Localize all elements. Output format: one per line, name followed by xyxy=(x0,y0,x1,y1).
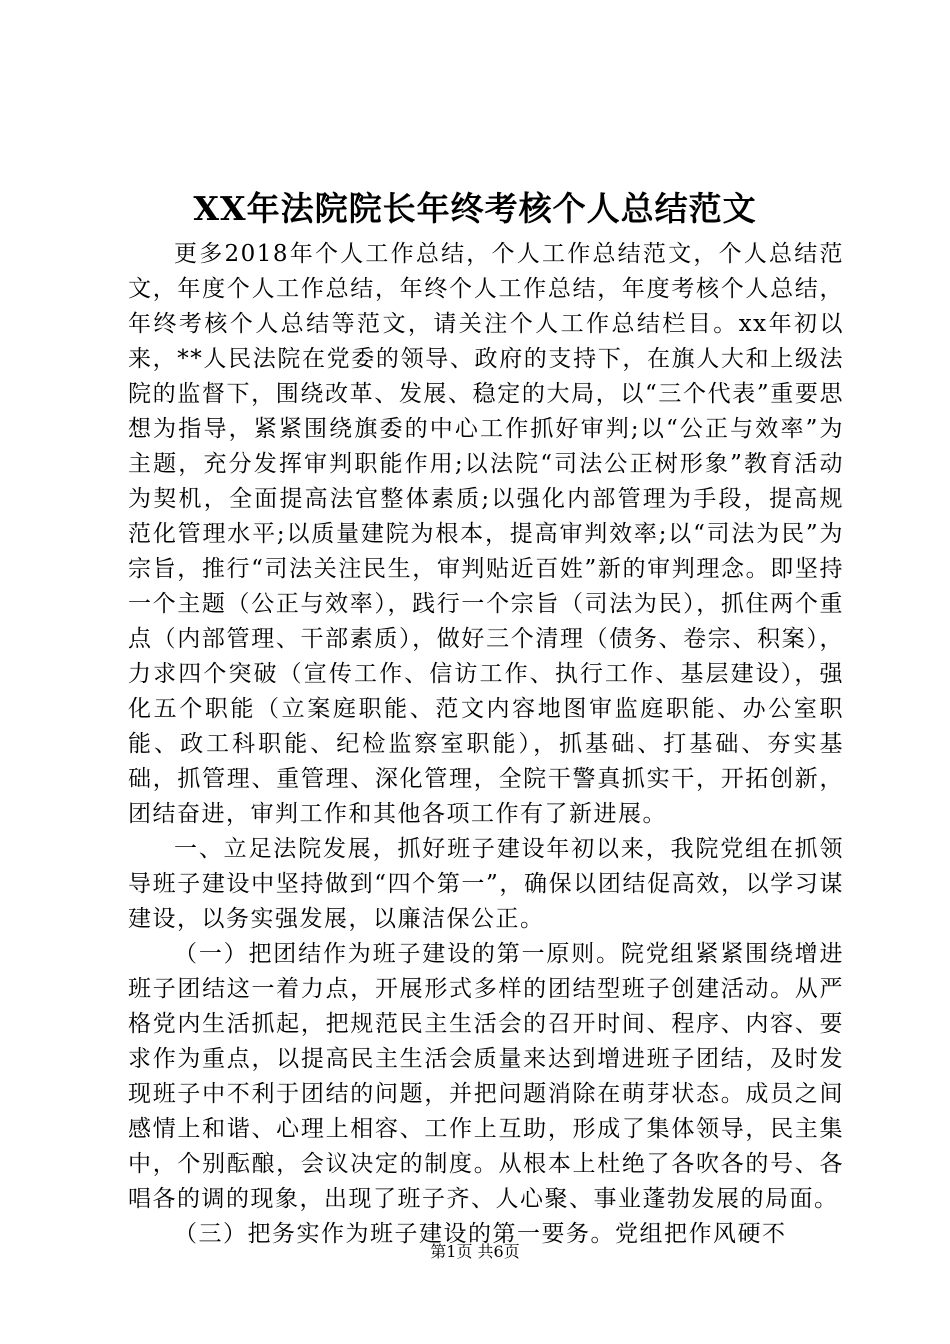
document-title: XX年法院院长年终考核个人总结范文 xyxy=(193,189,757,228)
paragraph-unity: （一）把团结作为班子建设的第一原则。院党组紧紧围绕增进班子团结这一着力点，开展形式多样的团结型班子创建活动。从严格党内生活抓起，把规范民主生活会的召开时间、程序、内容、要求作为重点，以提高民主生活会质量来达到增进班子团结，及时发现班子中不利于团结的问题，并把问题消除在萌芽状态。成员之间感情上和谐、心理上相容、工作上互助，形成了集体领导，民主集中，个别酝酿，会议决定的制度。从根本上杜绝了各吹各的号、各唱各的调的现象，出现了班子齐、人心聚、事业蓬勃发展的局面。 xyxy=(128,941,844,1212)
paragraph-intro: 更多2018年个人工作总结，个人工作总结范文，个人总结范文，年度个人工作总结，年终个人工作总结，年度考核个人总结，年终考核个人总结等范文，请关注个人工作总结栏目。xx年初以来，**人民法院在党委的领导、政府的支持下，在旗人大和上级法院的监督下，围绕改革、发展、稳定的大局，以“三个代表”重要思想为指导，紧紧围绕旗委的中心工作抓好审判;以“公正与效率”为主题，充分发挥审判职能作用;以法院“司法公正树形象”教育活动为契机，全面提高法官整体素质;以强化内部管理为手段，提高规范化管理水平;以质量建院为根本，提高审判效率;以“司法为民”为宗旨，推行“司法关注民生，审判贴近百姓”新的审判理念。即坚持一个主题（公正与效率），践行一个宗旨（司法为民），抓住两个重点（内部管理、干部素质），做好三个清理（债务、卷宗、积案），力求四个突破（宣传工作、信访工作、执行工作、基层建设），强化五个职能（立案庭职能、范文内容地图审监庭职能、办公室职能、政工科职能、纪检监察室职能），抓基础、打基础、夯实基础，抓管理、重管理、深化管理，全院干警真抓实干，开拓创新，团结奋进，审判工作和其他各项工作有了新进展。 xyxy=(128,241,845,827)
paragraph-section-one: 一、立足法院发展，抓好班子建设年初以来，我院党组在抓领导班子建设中坚持做到“四个第一”，确保以团结促高效，以学习谋建设，以务实强发展，以廉洁保公正。 xyxy=(128,836,844,932)
paragraph-pragmatism: （三）把务实作为班子建设的第一要务。党组把作风硬不 xyxy=(174,1221,787,1247)
document-body xyxy=(128,237,844,1252)
page-footer: 第1页 共6页 xyxy=(430,1242,520,1261)
